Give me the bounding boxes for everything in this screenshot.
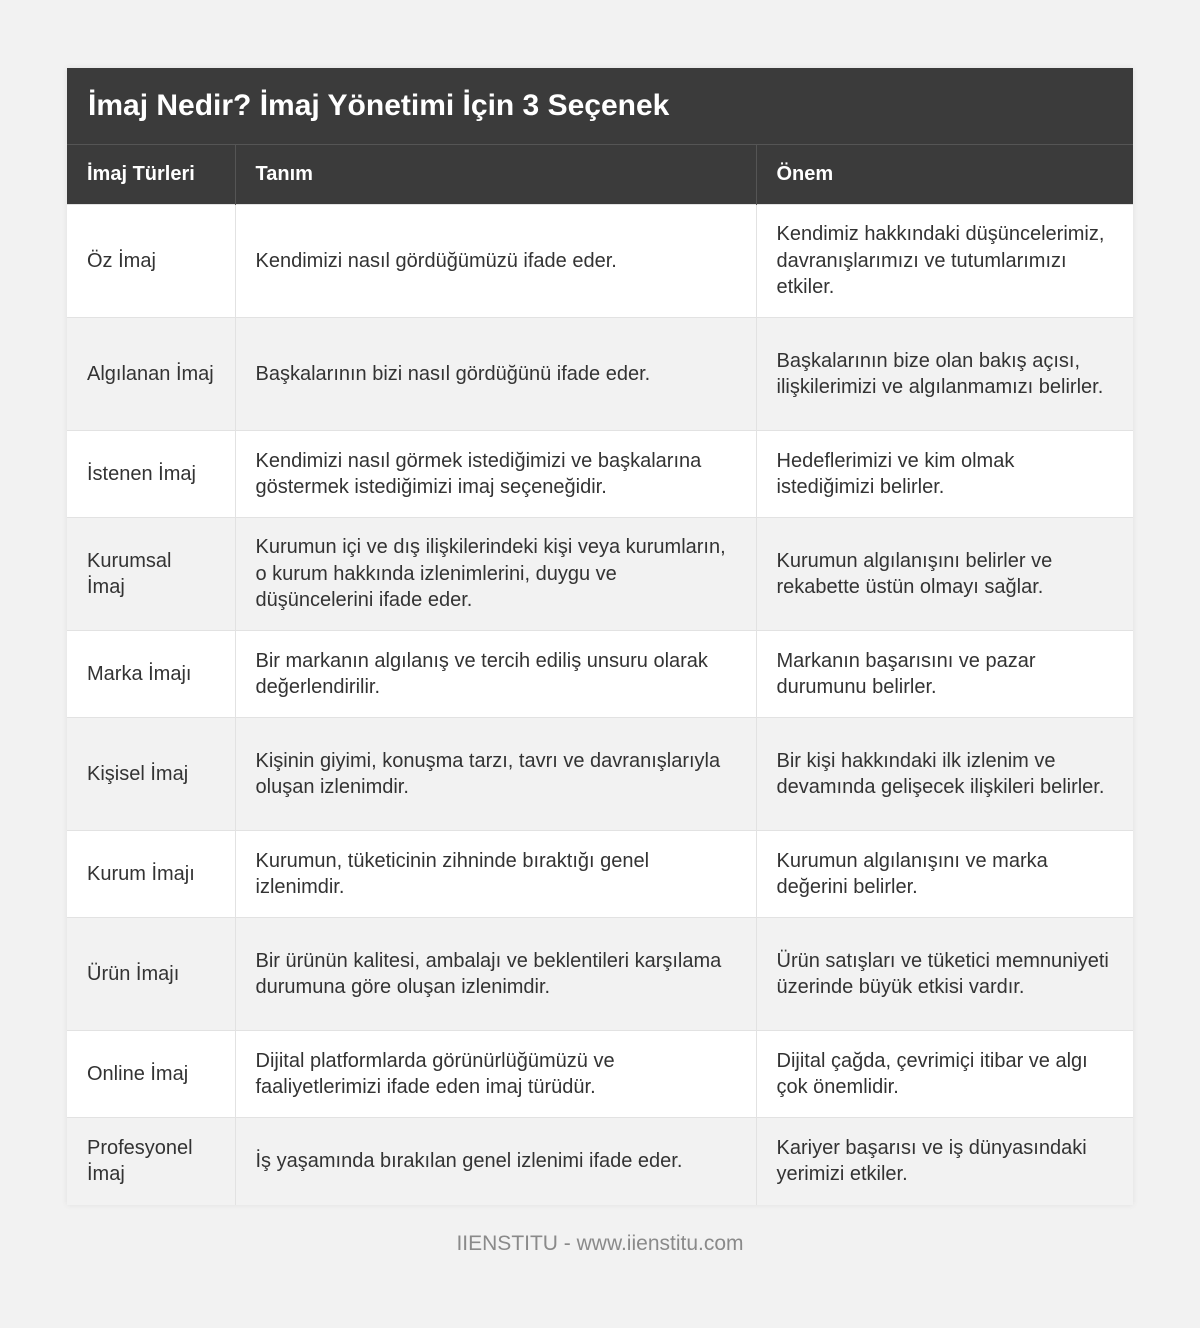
cell-definition: Kurumun içi ve dış ilişkilerindeki kişi veya kurumların, o kurum hakkında izlenimlerini, duygu ve düşüncelerini ifade eder.: [235, 518, 756, 631]
image-types-table: [67, 144, 1133, 1205]
column-header-definition: Tanım: [235, 145, 756, 205]
table-row: [67, 318, 1133, 431]
column-header-type: İmaj Türleri: [67, 145, 235, 205]
table-title: İmaj Nedir? İmaj Yönetimi İçin 3 Seçenek: [67, 68, 1133, 144]
table-row: [67, 518, 1133, 631]
cell-definition: Kişinin giyimi, konuşma tarzı, tavrı ve davranışlarıyla oluşan izlenimdir.: [235, 718, 756, 831]
table-card: [67, 68, 1133, 1205]
cell-type: Online İmaj: [67, 1031, 235, 1118]
cell-type: Profesyonel İmaj: [67, 1118, 235, 1205]
cell-definition: Bir ürünün kalitesi, ambalajı ve beklentileri karşılama durumuna göre oluşan izlenimdir.: [235, 918, 756, 1031]
cell-type: Kurumsal İmaj: [67, 518, 235, 631]
cell-definition: Kendimizi nasıl görmek istediğimizi ve başkalarına göstermek istediğimizi imaj seçeneğidir.: [235, 431, 756, 518]
table-row: [67, 1118, 1133, 1205]
cell-type: İstenen İmaj: [67, 431, 235, 518]
cell-importance: Başkalarının bize olan bakış açısı, ilişkilerimizi ve algılanmamızı belirler.: [756, 318, 1133, 431]
cell-definition: İş yaşamında bırakılan genel izlenimi ifade eder.: [235, 1118, 756, 1205]
table-row: [67, 1031, 1133, 1118]
cell-importance: Kendimiz hakkındaki düşüncelerimiz, davranışlarımızı ve tutumlarımızı etkiler.: [756, 205, 1133, 318]
table-row: [67, 831, 1133, 918]
cell-importance: Dijital çağda, çevrimiçi itibar ve algı çok önemlidir.: [756, 1031, 1133, 1118]
cell-definition: Dijital platformlarda görünürlüğümüzü ve faaliyetlerimizi ifade eden imaj türüdür.: [235, 1031, 756, 1118]
cell-type: Ürün İmajı: [67, 918, 235, 1031]
cell-type: Kişisel İmaj: [67, 718, 235, 831]
cell-importance: Hedeflerimizi ve kim olmak istediğimizi belirler.: [756, 431, 1133, 518]
footer-credit: IIENSTITU - www.iienstitu.com: [456, 1232, 744, 1255]
cell-type: Algılanan İmaj: [67, 318, 235, 431]
cell-type: Öz İmaj: [67, 205, 235, 318]
cell-definition: Bir markanın algılanış ve tercih ediliş unsuru olarak değerlendirilir.: [235, 631, 756, 718]
cell-type: Marka İmajı: [67, 631, 235, 718]
cell-importance: Kurumun algılanışını belirler ve rekabette üstün olmayı sağlar.: [756, 518, 1133, 631]
column-header-importance: Önem: [756, 145, 1133, 205]
cell-definition: Kurumun, tüketicinin zihninde bıraktığı genel izlenimdir.: [235, 831, 756, 918]
header-row: [67, 145, 1133, 205]
cell-importance: Kurumun algılanışını ve marka değerini belirler.: [756, 831, 1133, 918]
cell-importance: Bir kişi hakkındaki ilk izlenim ve devamında gelişecek ilişkileri belirler.: [756, 718, 1133, 831]
table-row: [67, 718, 1133, 831]
table-row: [67, 205, 1133, 318]
table-row: [67, 918, 1133, 1031]
cell-importance: Markanın başarısını ve pazar durumunu belirler.: [756, 631, 1133, 718]
table-row: [67, 631, 1133, 718]
cell-definition: Kendimizi nasıl gördüğümüzü ifade eder.: [235, 205, 756, 318]
cell-definition: Başkalarının bizi nasıl gördüğünü ifade eder.: [235, 318, 756, 431]
cell-importance: Kariyer başarısı ve iş dünyasındaki yerimizi etkiler.: [756, 1118, 1133, 1205]
cell-type: Kurum İmajı: [67, 831, 235, 918]
cell-importance: Ürün satışları ve tüketici memnuniyeti üzerinde büyük etkisi vardır.: [756, 918, 1133, 1031]
table-row: [67, 431, 1133, 518]
